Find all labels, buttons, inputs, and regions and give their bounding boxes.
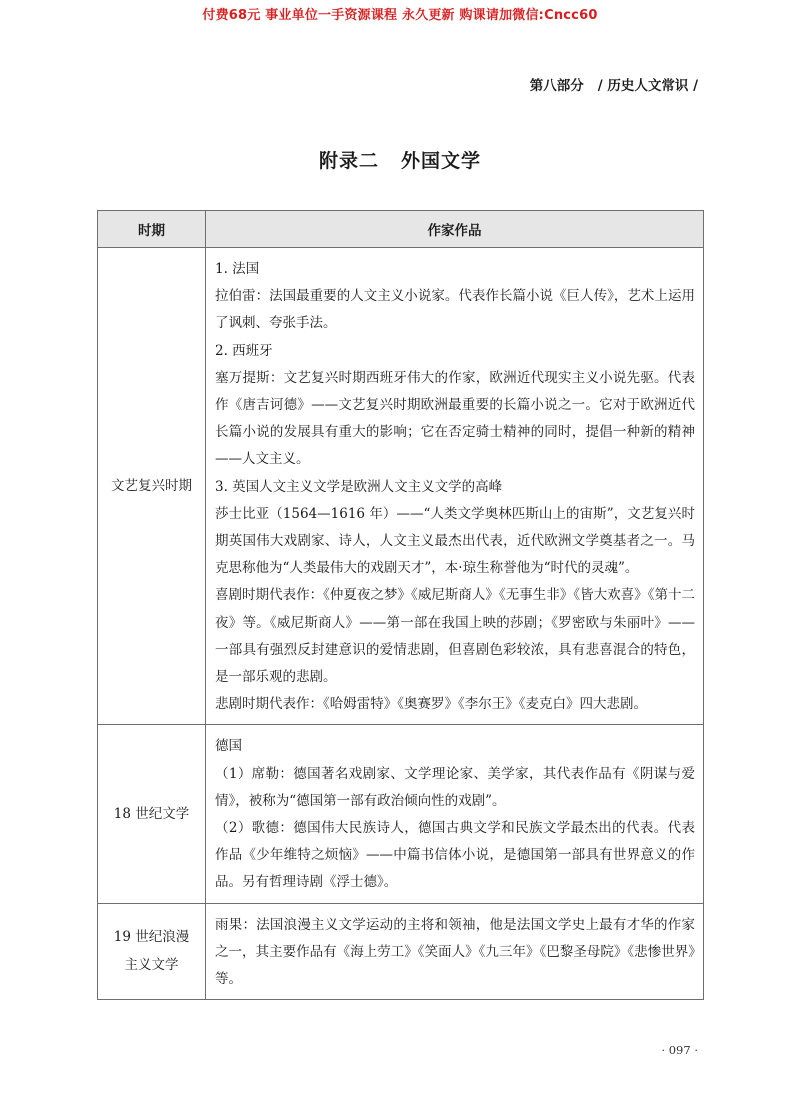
- literature-table: [97, 210, 704, 1000]
- column-header-period: 时期: [98, 211, 206, 248]
- works-line: 德国: [215, 738, 242, 755]
- table-row: [98, 248, 704, 725]
- works-cell: [206, 248, 704, 725]
- period-cell: 19 世纪浪漫主义文学: [98, 903, 206, 1000]
- page-number: · 097 ·: [661, 1043, 698, 1057]
- works-line: 3. 英国人文主义文学是欧洲人文主义文学的高峰: [215, 478, 503, 495]
- section-part: 第八部分: [529, 78, 584, 94]
- table-row: [98, 903, 704, 1000]
- section-topic: / 历史人文常识 /: [597, 78, 698, 94]
- page-title: [0, 146, 800, 173]
- appendix-label: 附录二: [318, 150, 379, 172]
- works-line: 1. 法国: [215, 261, 260, 277]
- works-line: （2）歌德：德国伟大民族诗人，德国古典文学和民族文学最杰出的代表。代表作品《少年维特之烦恼》——中篇书信体小说，是德国第一部具有世界意义的作品。另有哲理诗剧《浮士德》。: [215, 820, 695, 891]
- works-line: 塞万提斯：文艺复兴时期西班牙伟大的作家，欧洲近代现实主义小说先驱。代表作《唐吉诃德》——文艺复兴时期欧洲最重要的长篇小说之一。它对于欧洲近代长篇小说的发展具有重大的影响；它在否定骑士精神的同时，提倡一种新的精神——人文主义。: [215, 369, 695, 468]
- works-line: （1）席勒：德国著名戏剧家、文学理论家、美学家，其代表作品有《阴谋与爱情》，被称为“德国第一部有政治倾向性的戏剧”。: [215, 765, 695, 809]
- works-line: 悲剧时期代表作：《哈姆雷特》《奥赛罗》《李尔王》《麦克白》四大悲剧。: [215, 696, 647, 713]
- works-line: 拉伯雷：法国最重要的人文主义小说家。代表作长篇小说《巨人传》，艺术上运用了讽刺、夸张手法。: [215, 288, 695, 332]
- works-line: 喜剧时期代表作：《仲夏夜之梦》《威尼斯商人》《无事生非》《皆大欢喜》《第十二夜》等。《威尼斯商人》——第一部在我国上映的莎剧；《罗密欧与朱丽叶》——一部具有强烈反封建意识的爱情悲剧，但喜剧色彩较浓，具有悲喜混合的特色，是一部乐观的悲剧。: [215, 587, 695, 686]
- table-row: [98, 725, 704, 903]
- promo-banner: 付费68元 事业单位一手资源课程 永久更新 购课请加微信:Cncc60: [202, 8, 598, 23]
- appendix-name: 外国文学: [401, 150, 482, 172]
- works-line: 雨果：法国浪漫主义文学运动的主将和领袖，他是法国文学史上最有才华的作家之一，其主要作品有《海上劳工》《笑面人》《九三年》《巴黎圣母院》《悲惨世界》等。: [215, 916, 695, 988]
- works-line: 2. 西班牙: [215, 342, 273, 359]
- table-header-row: [98, 211, 704, 248]
- section-header: [530, 74, 698, 94]
- period-cell: 文艺复兴时期: [98, 248, 206, 725]
- period-cell: 18 世纪文学: [98, 725, 206, 903]
- works-cell: [206, 725, 704, 903]
- works-cell: [206, 903, 704, 1000]
- works-line: 莎士比亚（1564—1616 年）——“人类文学奥林匹斯山上的宙斯”，文艺复兴时期英国伟大戏剧家、诗人，人文主义最杰出代表，近代欧洲文学奠基者之一。马克思称他为“人类最伟大的戏剧天才”，本·琼生称誉他为“时代的灵魂”。: [215, 505, 695, 577]
- column-header-works: 作家作品: [206, 211, 704, 248]
